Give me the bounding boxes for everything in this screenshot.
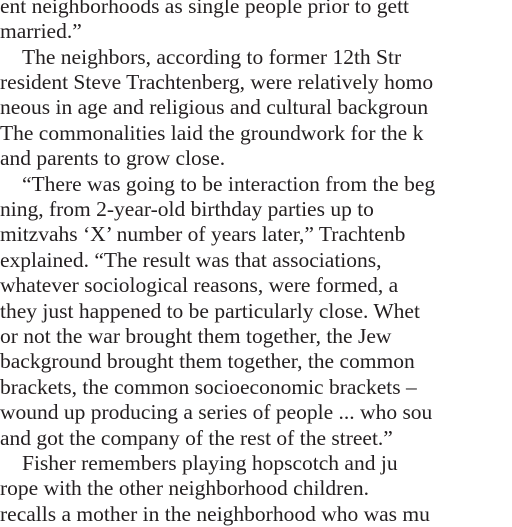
text-line: mitzvahs ‘X’ number of years later,” Trachtenb <box>0 222 406 246</box>
text-line: Fisher remembers playing hopscotch and ju <box>22 451 398 475</box>
text-line: wound up producing a series of people ... who sou <box>0 400 433 424</box>
text-line: explained. “The result was that associations, <box>0 248 382 272</box>
text-line: neous in age and religious and cultural backgroun <box>0 95 429 119</box>
text-line: recalls a mother in the neighborhood who was mu <box>0 502 430 526</box>
text-line: ent neighborhoods as single people prior to gett <box>0 0 410 18</box>
text-line: “There was going to be interaction from the beg <box>22 172 436 196</box>
text-line: ning, from 2-year-old birthday parties up to <box>0 197 374 221</box>
text-line: rope with the other neighborhood children. <box>0 476 369 500</box>
text-line: married.” <box>0 19 82 43</box>
text-line: The neighbors, according to former 12th Str <box>22 45 402 69</box>
text-line: they just happened to be particularly close. Whet <box>0 299 420 323</box>
text-line: resident Steve Trachtenberg, were relatively homo <box>0 70 434 94</box>
text-line: background brought them together, the common <box>0 349 415 373</box>
text-line: The commonalities laid the groundwork for the k <box>0 121 424 145</box>
text-line: whatever sociological reasons, were formed, a <box>0 273 399 297</box>
text-line: and parents to grow close. <box>0 146 226 170</box>
text-line: and got the company of the rest of the street.” <box>0 426 393 450</box>
text-line: or not the war brought them together, the Jew <box>0 324 392 348</box>
text-line: brackets, the common socioeconomic brackets – <box>0 375 417 399</box>
